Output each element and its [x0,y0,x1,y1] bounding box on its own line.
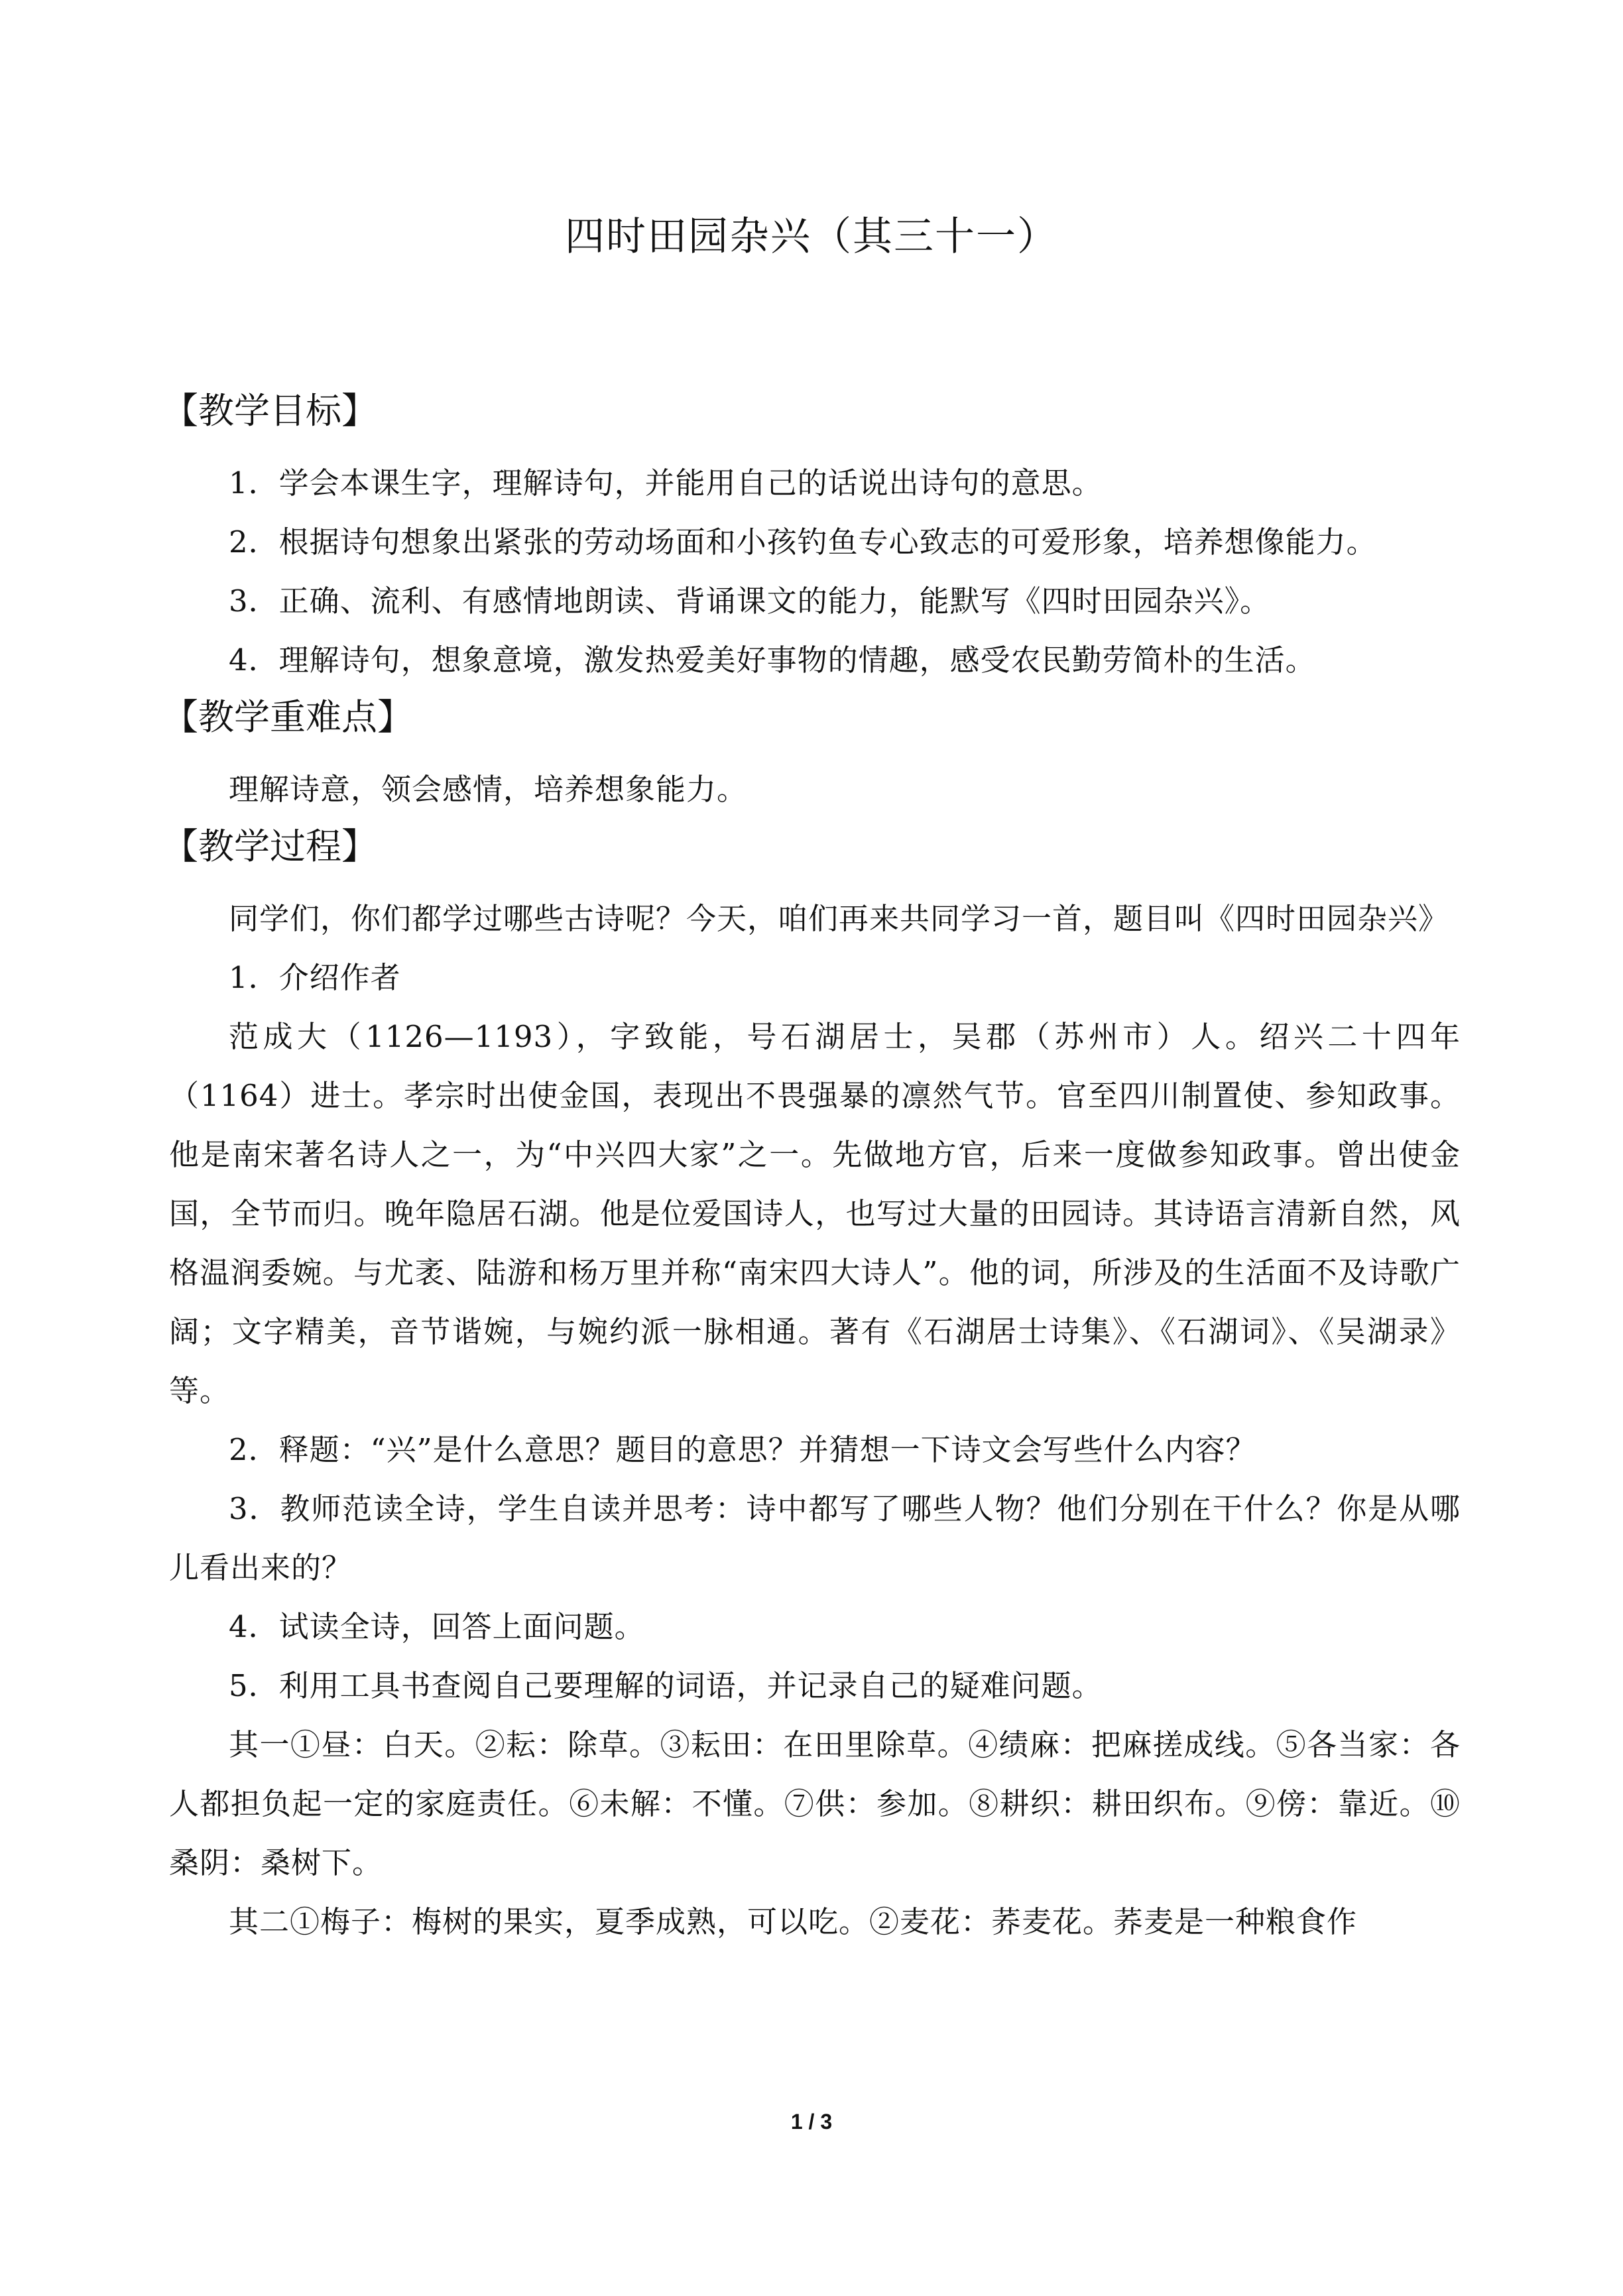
objective-item: 1．学会本课生字，理解诗句，并能用自己的话说出诗句的意思。 [229,465,1103,501]
vocabulary-notes: 其一①昼：白天。②耘：除草。③耘田：在田里除草。④绩麻：把麻搓成线。⑤各当家：各人都担负起一定的家庭责任。⑥未解：不懂。⑦供：参加。⑧耕织：耕田织布。⑨傍：靠近。⑩桑阴：桑树下。 [169,1727,1461,1880]
objective-item: 2．根据诗句想象出紧张的劳动场面和小孩钓鱼专心致志的可爱形象，培养想像能力。 [229,524,1377,560]
objective-item: 4．理解诗句，想象意境，激发热爱美好事物的情趣，感受农民勤劳简朴的生活。 [229,642,1316,678]
section-heading-key-points: 【教学重难点】 [162,696,413,738]
author-bio: 范成大（1126—1193），字致能，号石湖居士，吴郡（苏州市）人。绍兴二十四年（1164）进士。孝宗时出使金国，表现出不畏强暴的凛然气节。官至四川制置使、参知政事。他是南宋著名诗人之一，为“中兴四大家”之一。先做地方官，后来一度做参知政事。曾出使金国，全节而归。晚年隐居石湖。他是位爱国诗人，也写过大量的田园诗。其诗语言清新自然，风格温润委婉。与尤袤、陆游和杨万里并称“南宋四大诗人”。他的词，所涉及的生活面不及诗歌广阔；文字精美，音节谐婉，与婉约派一脉相通。著有《石湖居士诗集》、《石湖词》、《吴湖录》等。 [169,1019,1461,1408]
process-step: 5．利用工具书查阅自己要理解的词语，并记录自己的疑难问题。 [229,1668,1103,1703]
vocabulary-notes: 其二①梅子：梅树的果实，夏季成熟，可以吃。②麦花：荞麦花。荞麦是一种粮食作 [229,1904,1358,1939]
key-points-text: 理解诗意，领会感情，培养想象能力。 [229,772,748,807]
section-heading-process: 【教学过程】 [162,825,377,867]
process-step: 4．试读全诗，回答上面问题。 [229,1609,645,1644]
process-step: 3．教师范读全诗，学生自读并思考：诗中都写了哪些人物？他们分别在干什么？你是从哪儿看出来的？ [169,1491,1461,1585]
document-title: 四时田园杂兴（其三十一） [565,213,1058,260]
process-step: 2．释题：“兴”是什么意思？题目的意思？并猜想一下诗文会写些什么内容？ [229,1432,1256,1467]
process-step-title: 1．介绍作者 [229,960,401,995]
objective-item: 3．正确、流利、有感情地朗读、背诵课文的能力，能默写《四时田园杂兴》。 [229,583,1271,619]
section-heading-objectives: 【教学目标】 [162,390,377,432]
page-number: 1 / 3 [790,2110,833,2134]
document-body [162,383,1461,1951]
process-intro: 同学们，你们都学过哪些古诗呢？今天，咱们再来共同学习一首，题目叫《四时田园杂兴》 [229,901,1449,936]
